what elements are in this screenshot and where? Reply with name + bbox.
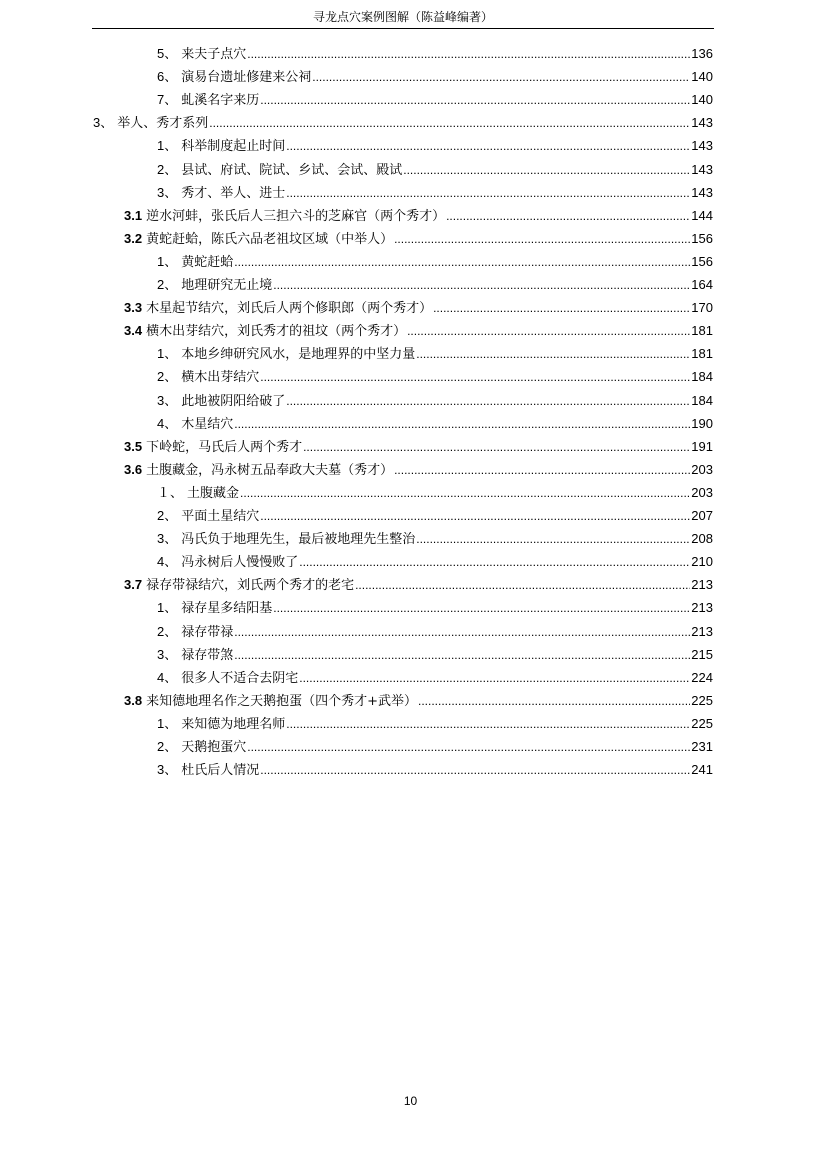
toc-entry[interactable] (0, 528, 821, 550)
toc-entry[interactable] (0, 251, 821, 273)
toc-leader-dots (394, 459, 690, 481)
toc-leader-dots (247, 43, 690, 65)
toc-leader-dots (299, 551, 690, 573)
toc-entry-title: 举人、秀才系列 (117, 116, 209, 132)
toc-entry[interactable] (0, 482, 821, 504)
toc-leader-dots (446, 205, 690, 227)
toc-entry-page: 143 (691, 138, 713, 154)
toc-entry-number: 1、 (157, 253, 178, 269)
toc-entry-page: 191 (691, 438, 713, 454)
toc-entry-number: 2、 (157, 369, 178, 385)
toc-entry-title: 虬溪名字来历 (181, 93, 260, 109)
toc-entry[interactable] (0, 667, 821, 689)
toc-entry-page: 203 (691, 484, 713, 500)
toc-leader-dots (355, 574, 690, 596)
toc-leader-dots (234, 251, 690, 273)
toc-leader-dots (416, 343, 690, 365)
toc-leader-dots (286, 390, 690, 412)
toc-entry[interactable] (0, 159, 821, 181)
toc-entry-page: 144 (691, 207, 713, 223)
toc-entry-number: 3.1 (124, 207, 143, 223)
toc-leader-dots (260, 89, 690, 111)
toc-entry-number: 2、 (157, 277, 178, 292)
toc-entry-title: 平面土星结穴 (181, 509, 260, 524)
toc-entry-page: 207 (691, 508, 713, 523)
toc-entry-number: 3.4 (124, 323, 143, 339)
toc-entry[interactable] (0, 574, 821, 596)
toc-entry-page: 210 (691, 554, 713, 570)
toc-leader-dots (286, 135, 690, 157)
toc-entry-number: 3、 (157, 762, 178, 778)
toc-entry-page: 184 (691, 392, 713, 408)
toc-leader-dots (273, 274, 690, 296)
toc-entry-title: 来知德为地理名师 (181, 716, 286, 732)
toc-entry-number: 1、 (157, 346, 178, 362)
toc-leader-dots (418, 690, 690, 712)
toc-entry-number: 2、 (157, 623, 178, 639)
toc-leader-dots (286, 713, 690, 735)
toc-leader-dots (433, 297, 690, 319)
toc-entry-page: 156 (691, 230, 713, 246)
toc-entry-title: 科举制度起止时间 (181, 139, 286, 155)
toc-entry-title: 杜氏后人情况 (181, 763, 260, 779)
toc-entry[interactable] (0, 366, 821, 388)
toc-entry[interactable] (0, 320, 821, 342)
toc-entry[interactable] (0, 413, 821, 435)
toc-entry[interactable] (0, 505, 821, 527)
toc-entry-title: 县试、府试、院试、乡试、会试、殿试 (181, 162, 403, 178)
toc-entry-title: 天鹅抱蛋穴 (181, 740, 247, 755)
toc-entry[interactable] (0, 112, 821, 134)
toc-entry-page: 190 (691, 415, 713, 431)
toc-entry-number: 7、 (157, 92, 178, 108)
toc-entry-title: 禄存带禄 (181, 624, 234, 640)
toc-entry-number: 2、 (157, 508, 178, 523)
toc-entry-page: 181 (691, 323, 713, 339)
toc-entry[interactable] (0, 89, 821, 111)
toc-entry-page: 140 (691, 92, 713, 108)
toc-entry-title: 黄蛇赶蛤 (181, 254, 234, 270)
toc-entry-title: 秀才、举人、进士 (181, 185, 286, 201)
toc-entry-title: 土腹藏金，冯永树五品奉政大夫墓（秀才） (146, 462, 394, 478)
toc-entry[interactable] (0, 759, 821, 781)
toc-entry-title: 本地乡绅研究风水，是地理界的中坚力量 (181, 347, 416, 363)
toc-entry-title: 地理研究无止境 (181, 278, 273, 293)
toc-entry-title: 来夫子点穴 (181, 47, 247, 62)
toc-entry[interactable] (0, 66, 821, 88)
page-header: 寻龙点穴案例图解（陈益峰编著） (92, 8, 714, 29)
toc-entry-page: 170 (691, 300, 713, 316)
toc-entry-title: 黄蛇赶蛤，陈氏六品老祖坟区域（中举人） (146, 231, 394, 247)
toc-leader-dots (403, 159, 690, 181)
toc-entry[interactable] (0, 713, 821, 735)
toc-leader-dots (209, 112, 690, 134)
toc-entry-page: 203 (691, 461, 713, 477)
toc-entry-number: 3、 (157, 392, 178, 408)
page-number: 10 (403, 1094, 418, 1108)
toc-entry-page: 164 (691, 277, 713, 292)
toc-entry[interactable] (0, 343, 821, 365)
toc-entry-title: 很多人不适合去阴宅 (181, 670, 299, 686)
toc-entry[interactable] (0, 597, 821, 619)
toc-leader-dots (240, 482, 690, 504)
toc-entry-number: 6、 (157, 69, 178, 85)
toc-entry-title: 来知德地理名作之天鹅抱蛋（四个秀才+武举） (146, 693, 417, 709)
toc-leader-dots (407, 320, 690, 342)
toc-leader-dots (234, 621, 690, 643)
toc-entry-page: 225 (691, 715, 713, 731)
toc-entry-number: 4、 (157, 669, 178, 685)
toc-entry-page: 241 (691, 762, 713, 778)
toc-entry-number: 1、 (157, 715, 178, 731)
toc-leader-dots (299, 667, 690, 689)
toc-entry-page: 156 (691, 253, 713, 269)
toc-entry-number: 2、 (157, 161, 178, 177)
toc-entry-page: 136 (691, 46, 713, 61)
toc-entry-page: 225 (691, 692, 713, 708)
toc-entry[interactable] (0, 297, 821, 319)
toc-leader-dots (260, 505, 690, 527)
toc-leader-dots (416, 528, 690, 550)
toc-entry-title: 禄存带禄结穴，刘氏两个秀才的老宅 (146, 578, 355, 594)
toc-entry-title: 木星起节结穴，刘氏后人两个修职郎（两个秀才） (146, 301, 433, 317)
toc-entry-page: 213 (691, 623, 713, 639)
toc-entry[interactable] (0, 459, 821, 481)
toc-entry-number: 3.8 (124, 692, 143, 708)
toc-entry-number: 3.3 (124, 300, 143, 316)
toc-entry[interactable] (0, 205, 821, 227)
toc-entry-title: 此地被阴阳给破了 (181, 393, 286, 409)
toc-entry-title: 禄存星多结阳基 (181, 601, 273, 617)
toc-entry[interactable] (0, 621, 821, 643)
toc-entry-page: 208 (691, 531, 713, 547)
toc-entry-number: 2、 (157, 739, 178, 754)
toc-entry-page: 143 (691, 161, 713, 177)
toc-leader-dots (394, 228, 690, 250)
toc-entry[interactable] (0, 736, 821, 758)
toc-leader-dots (247, 736, 690, 758)
toc-entry[interactable] (0, 43, 821, 65)
toc-entry[interactable] (0, 551, 821, 573)
toc-entry-number: 3.7 (124, 577, 143, 593)
toc-leader-dots (234, 413, 690, 435)
toc-entry-number: 3、 (157, 531, 178, 547)
toc-entry[interactable] (0, 135, 821, 157)
toc-entry-number: 3、 (93, 115, 114, 131)
toc-leader-dots (260, 366, 690, 388)
toc-entry[interactable] (0, 228, 821, 250)
toc-entry[interactable] (0, 436, 821, 458)
toc-entry[interactable] (0, 182, 821, 204)
toc-entry-title: 冯永树后人慢慢败了 (181, 555, 299, 571)
toc-entry-number: 1、 (157, 138, 178, 154)
toc-entry-title: 横木出芽结穴 (181, 370, 260, 386)
toc-entry-title: 横木出芽结穴，刘氏秀才的祖坟（两个秀才） (146, 324, 407, 340)
toc-entry-title: 下岭蛇，马氏后人两个秀才 (146, 439, 303, 455)
toc-entry-number: 3.5 (124, 438, 143, 454)
toc-entry-title: 禄存带煞 (181, 647, 234, 663)
toc-entry-page: 184 (691, 369, 713, 385)
toc-entry-number: 3.2 (124, 230, 143, 246)
toc-leader-dots (312, 66, 690, 88)
toc-leader-dots (303, 436, 690, 458)
toc-entry-number: 4、 (157, 415, 178, 431)
toc-entry[interactable] (0, 274, 821, 296)
toc-entry[interactable] (0, 390, 821, 412)
toc-entry-title: 土腹藏金 (187, 485, 240, 501)
toc-entry-number: １、 (157, 484, 184, 500)
toc-entry-page: 143 (691, 115, 713, 131)
toc-entry-number: 1、 (157, 600, 178, 616)
toc-entry-page: 140 (691, 69, 713, 85)
toc-entry-number: 3、 (157, 646, 178, 662)
toc-entry-page: 181 (691, 346, 713, 362)
toc-entry-page: 231 (691, 739, 713, 754)
toc-entry-title: 逆水河蚌，张氏后人三担六斗的芝麻官（两个秀才） (146, 208, 446, 224)
toc-entry[interactable] (0, 644, 821, 666)
toc-entry-number: 3.6 (124, 461, 143, 477)
toc-entry-number: 5、 (157, 46, 178, 61)
toc-entry-page: 215 (691, 646, 713, 662)
toc-entry-title: 冯氏负于地理先生，最后被地理先生整治 (181, 532, 416, 548)
toc-leader-dots (260, 759, 690, 781)
toc-entry-page: 213 (691, 600, 713, 616)
toc-entry-number: 3、 (157, 184, 178, 200)
toc-leader-dots (286, 182, 690, 204)
toc-entry-number: 4、 (157, 554, 178, 570)
toc-leader-dots (273, 597, 690, 619)
toc-entry-page: 213 (691, 577, 713, 593)
toc-entry[interactable] (0, 690, 821, 712)
toc-entry-title: 演易台遗址修建来公祠 (181, 70, 312, 86)
toc-entry-page: 143 (691, 184, 713, 200)
toc-entry-page: 224 (691, 669, 713, 685)
toc-entry-title: 木星结穴 (181, 416, 234, 432)
toc-leader-dots (234, 644, 690, 666)
